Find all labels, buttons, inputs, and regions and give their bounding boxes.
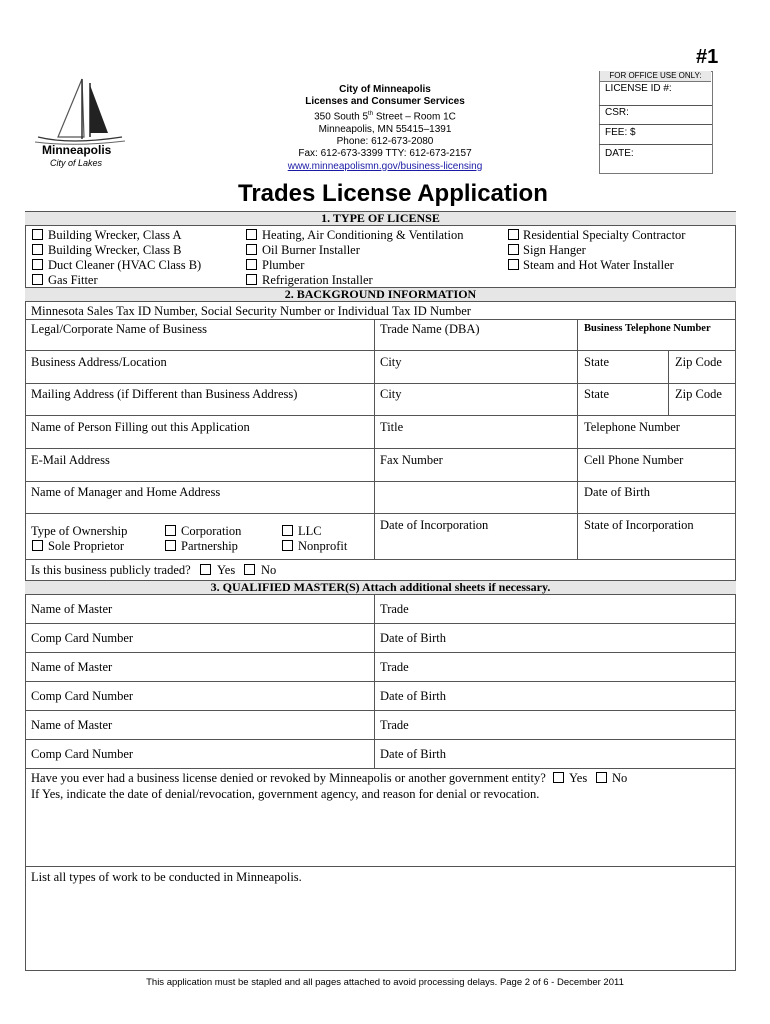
license-id-field[interactable]: LICENSE ID #: bbox=[605, 83, 672, 94]
org-phone: Phone: 612-673-2080 bbox=[336, 136, 434, 148]
label-refrigeration: Refrigeration Installer bbox=[262, 273, 373, 287]
label-steam-hot-water: Steam and Hot Water Installer bbox=[523, 258, 674, 272]
checkbox-oil-burner[interactable] bbox=[246, 244, 257, 255]
label-hvac: Heating, Air Conditioning & Ventilation bbox=[262, 228, 464, 242]
org-fax: Fax: 612-673-3399 TTY: 612-673-2157 bbox=[298, 148, 472, 160]
checkbox-denied-no[interactable] bbox=[596, 772, 607, 783]
label-partnership: Partnership bbox=[181, 539, 238, 553]
cell-phone-field[interactable]: Cell Phone Number bbox=[584, 453, 684, 467]
page-number: #1 bbox=[696, 46, 719, 68]
checkbox-sign-hanger[interactable] bbox=[508, 244, 519, 255]
label-building-wrecker-a: Building Wrecker, Class A bbox=[48, 228, 182, 242]
master-1-trade-field[interactable]: Trade bbox=[380, 602, 409, 616]
master-2-comp-card-field[interactable]: Comp Card Number bbox=[31, 689, 134, 703]
label-nonprofit: Nonprofit bbox=[298, 539, 348, 553]
label-denied-no: No bbox=[612, 771, 628, 785]
section-2-header: 2. BACKGROUND INFORMATION bbox=[25, 287, 736, 302]
work-list-field[interactable]: List all types of work to be conducted in Minneapolis. bbox=[31, 870, 302, 884]
fax-field[interactable]: Fax Number bbox=[380, 453, 443, 467]
checkbox-corporation[interactable] bbox=[165, 525, 176, 536]
checkbox-sole-proprietor[interactable] bbox=[32, 540, 43, 551]
master-1-comp-card-field[interactable]: Comp Card Number bbox=[31, 631, 134, 645]
label-residential-specialty: Residential Specialty Contractor bbox=[523, 228, 686, 242]
logo-tagline: City of Lakes bbox=[50, 158, 103, 168]
publicly-traded-question: Is this business publicly traded? bbox=[31, 563, 191, 577]
city-logo bbox=[30, 75, 130, 175]
footer-note: This application must be stapled and all pages attached to avoid processing delays. Page 2 of 6 - December 2011 bbox=[146, 977, 624, 988]
label-oil-burner: Oil Burner Installer bbox=[262, 243, 360, 257]
org-street: 350 South 5th Street – Room 1C bbox=[314, 111, 456, 123]
legal-name-field[interactable]: Legal/Corporate Name of Business bbox=[31, 322, 207, 336]
email-field[interactable]: E-Mail Address bbox=[31, 453, 110, 467]
label-corporation: Corporation bbox=[181, 524, 242, 538]
org-url-link[interactable]: www.minneapolismn.gov/business-licensing bbox=[287, 160, 483, 172]
master-3-comp-card-field[interactable]: Comp Card Number bbox=[31, 747, 134, 761]
checkbox-refrigeration[interactable] bbox=[246, 274, 257, 285]
label-public-yes: Yes bbox=[217, 563, 236, 577]
fee-field[interactable]: FEE: $ bbox=[605, 127, 636, 138]
mailing-state-field[interactable]: State bbox=[584, 387, 609, 401]
checkbox-public-no[interactable] bbox=[244, 564, 255, 575]
manager-dob-field[interactable]: Date of Birth bbox=[584, 485, 650, 499]
business-city-field[interactable]: City bbox=[380, 355, 402, 369]
master-3-name-field[interactable]: Name of Master bbox=[31, 718, 113, 732]
master-3-dob-field[interactable]: Date of Birth bbox=[380, 747, 446, 761]
checkbox-steam-hot-water[interactable] bbox=[508, 259, 519, 270]
manager-field[interactable]: Name of Manager and Home Address bbox=[31, 485, 221, 499]
mailing-address-field[interactable]: Mailing Address (if Different than Business Address) bbox=[31, 387, 298, 401]
date-field[interactable]: DATE: bbox=[605, 148, 634, 159]
checkbox-nonprofit[interactable] bbox=[282, 540, 293, 551]
business-phone-field[interactable]: Business Telephone Number bbox=[584, 323, 711, 334]
master-2-name-field[interactable]: Name of Master bbox=[31, 660, 113, 674]
checkbox-building-wrecker-a[interactable] bbox=[32, 229, 43, 240]
state-of-incorporation-field[interactable]: State of Incorporation bbox=[584, 518, 694, 532]
checkbox-building-wrecker-b[interactable] bbox=[32, 244, 43, 255]
master-2-trade-field[interactable]: Trade bbox=[380, 660, 409, 674]
logo-name: Minneapolis bbox=[42, 143, 112, 157]
checkbox-llc[interactable] bbox=[282, 525, 293, 536]
checkbox-hvac[interactable] bbox=[246, 229, 257, 240]
section-3-header: 3. QUALIFIED MASTER(S) Attach additional sheets if necessary. bbox=[25, 580, 736, 595]
page-title: Trades License Application bbox=[238, 180, 548, 207]
business-zip-field[interactable]: Zip Code bbox=[675, 355, 722, 369]
master-1-name-field[interactable]: Name of Master bbox=[31, 602, 113, 616]
mailing-city-field[interactable]: City bbox=[380, 387, 402, 401]
checkbox-plumber[interactable] bbox=[246, 259, 257, 270]
org-city: Minneapolis, MN 55415–1391 bbox=[318, 123, 452, 135]
label-plumber: Plumber bbox=[262, 258, 305, 272]
business-address-field[interactable]: Business Address/Location bbox=[31, 355, 167, 369]
checkbox-gas-fitter[interactable] bbox=[32, 274, 43, 285]
person-title-field[interactable]: Title bbox=[380, 420, 404, 434]
org-header bbox=[260, 84, 510, 173]
checkbox-partnership[interactable] bbox=[165, 540, 176, 551]
telephone-field[interactable]: Telephone Number bbox=[584, 420, 680, 434]
label-gas-fitter: Gas Fitter bbox=[48, 273, 98, 287]
label-sign-hanger: Sign Hanger bbox=[523, 243, 586, 257]
csr-field[interactable]: CSR: bbox=[605, 107, 629, 118]
denied-followup-field[interactable]: If Yes, indicate the date of denial/revocation, government agency, and reason for denial or revocation. bbox=[31, 787, 540, 801]
business-state-field[interactable]: State bbox=[584, 355, 609, 369]
tax-id-field[interactable]: Minnesota Sales Tax ID Number, Social Security Number or Individual Tax ID Number bbox=[31, 304, 471, 318]
label-building-wrecker-b: Building Wrecker, Class B bbox=[48, 243, 182, 257]
section-1-header: 1. TYPE OF LICENSE bbox=[25, 211, 736, 226]
label-public-no: No bbox=[261, 563, 277, 577]
ownership-label: Type of Ownership bbox=[31, 524, 128, 538]
date-of-incorporation-field[interactable]: Date of Incorporation bbox=[380, 518, 489, 532]
mailing-zip-field[interactable]: Zip Code bbox=[675, 387, 722, 401]
master-2-dob-field[interactable]: Date of Birth bbox=[380, 689, 446, 703]
person-name-field[interactable]: Name of Person Filling out this Application bbox=[31, 420, 250, 434]
checkbox-duct-cleaner[interactable] bbox=[32, 259, 43, 270]
trade-name-field[interactable]: Trade Name (DBA) bbox=[380, 322, 480, 336]
label-llc: LLC bbox=[298, 524, 322, 538]
label-duct-cleaner: Duct Cleaner (HVAC Class B) bbox=[48, 258, 202, 272]
label-sole-proprietor: Sole Proprietor bbox=[48, 539, 125, 553]
label-denied-yes: Yes bbox=[569, 771, 588, 785]
sailboat-icon bbox=[30, 75, 130, 147]
org-dept: Licenses and Consumer Services bbox=[305, 96, 465, 108]
office-use-header: FOR OFFICE USE ONLY: bbox=[600, 71, 711, 82]
checkbox-public-yes[interactable] bbox=[200, 564, 211, 575]
master-1-dob-field[interactable]: Date of Birth bbox=[380, 631, 446, 645]
master-3-trade-field[interactable]: Trade bbox=[380, 718, 409, 732]
checkbox-denied-yes[interactable] bbox=[553, 772, 564, 783]
org-name: City of Minneapolis bbox=[339, 84, 431, 95]
denied-question: Have you ever had a business license denied or revoked by Minneapolis or another government entity? bbox=[31, 771, 546, 785]
checkbox-residential-specialty[interactable] bbox=[508, 229, 519, 240]
